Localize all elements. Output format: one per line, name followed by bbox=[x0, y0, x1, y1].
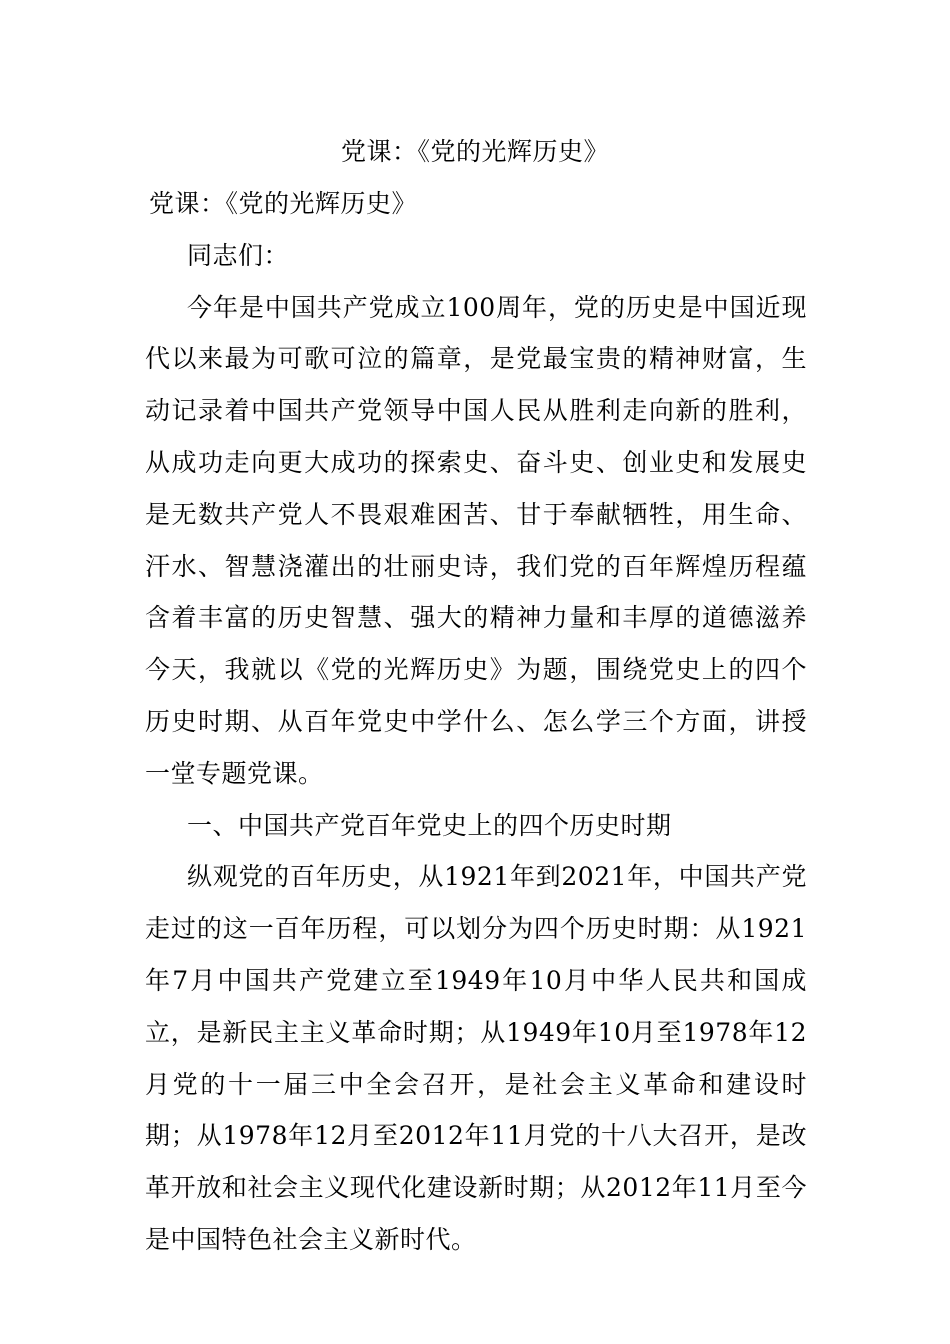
document-title: 党课：《党的光辉历史》 bbox=[340, 137, 609, 166]
document-body bbox=[145, 178, 807, 1266]
paragraph-intro: 今年是中国共产党成立100周年，党的历史是中国近现代以来最为可歌可泣的篇章，是党最宝贵的精神财富，生动记录着中国共产党领导中国人民从胜利走向新的胜利，从成功走向更大成功的探索史、奋斗史、创业史和发展史是无数共产党人不畏艰难困苦、甘于奉献牺牲，用生命、汗水、智慧浇灌出的壮丽史诗，我们党的百年辉煌历程蕴含着丰富的历史智慧、强大的精神力量和丰厚的道德滋养今天，我就以《党的光辉历史》为题，围绕党史上的四个历史时期、从百年党史中学什么、怎么学三个方面，讲授一堂专题党课。 bbox=[145, 292, 807, 788]
greeting: 同志们： bbox=[187, 240, 290, 270]
section-heading: 一、中国共产党百年党史上的四个历史时期 bbox=[187, 810, 672, 840]
paragraph-periods: 纵观党的百年历史，从1921年到2021年，中国共产党走过的这一百年历程，可以划分为四个历史时期：从1921年7月中国共产党建立至1949年10月中华人民共和国成立，是新民主主义革命时期；从1949年10月至1978年12月党的十一届三中全会召开，是社会主义革命和建设时期；从1978年12月至2012年11月党的十八大召开，是改革开放和社会主义现代化建设新时期；从2012年11月至今是中国特色社会主义新时代。 bbox=[145, 862, 807, 1254]
document-subtitle: 党课：《党的光辉历史》 bbox=[149, 189, 418, 218]
